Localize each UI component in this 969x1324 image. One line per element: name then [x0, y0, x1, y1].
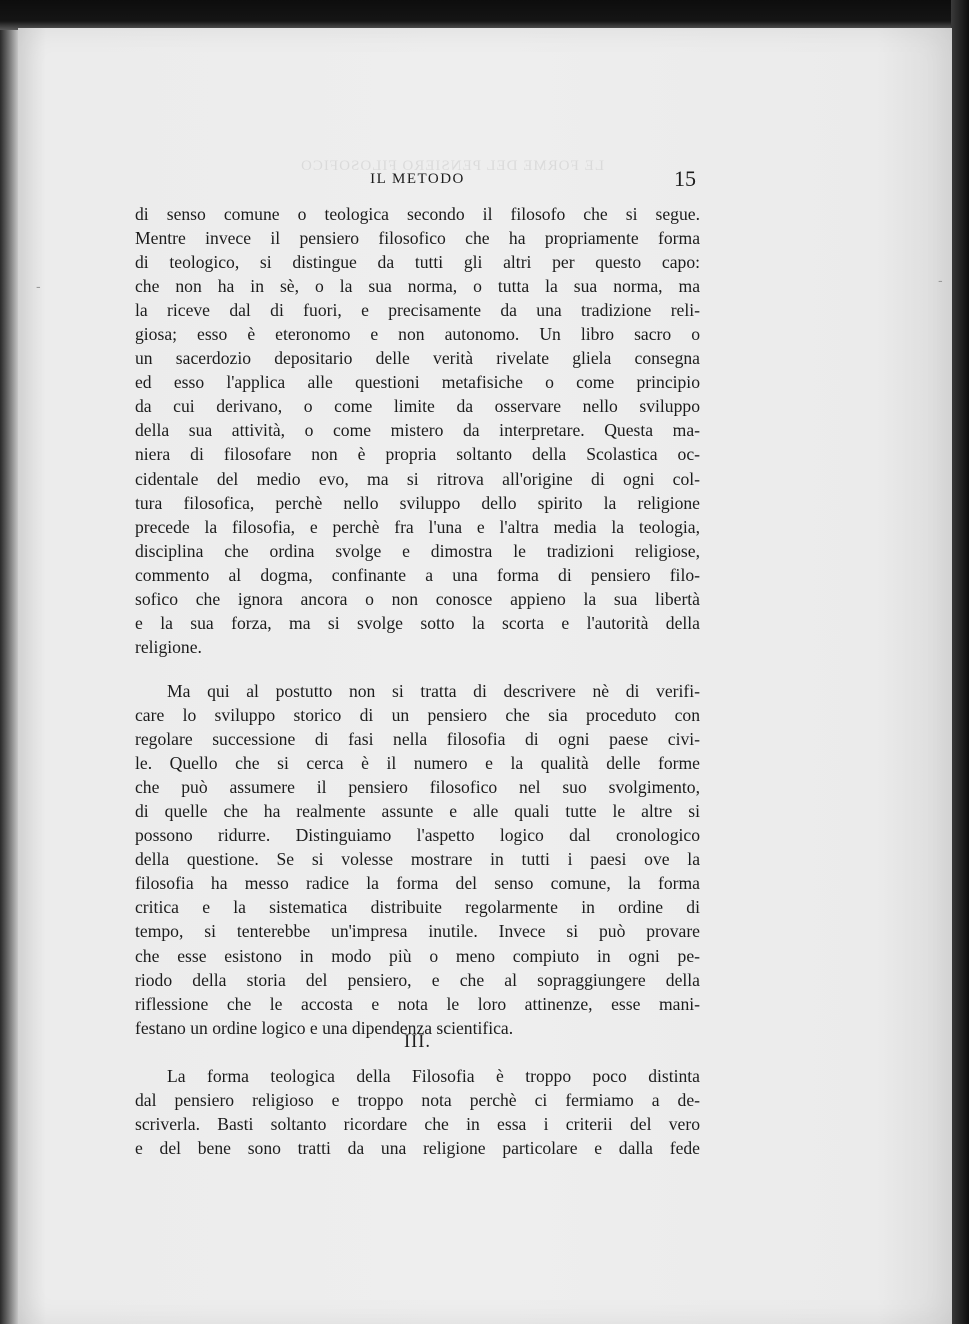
text-line: tempo, si tenterebbe un'impresa inutile. Invece si può provare: [135, 921, 700, 942]
text-line: ed esso l'applica alle questioni metafisiche o come principio: [135, 372, 700, 393]
text-line: e la sua forza, ma si svolge sotto la scorta e l'autorità della: [135, 612, 700, 633]
text-line: Ma qui al postutto non si tratta di descrivere nè di verifi-: [167, 681, 700, 701]
text-line: care lo sviluppo storico di un pensiero che sia proceduto con: [135, 705, 700, 726]
scan-top-border: [0, 0, 969, 30]
bleed-through-text: LE FORME DEL PENSIERO FILOSOFICO: [300, 158, 604, 174]
text-line: possono ridurre. Distinguiamo l'aspetto logico dal cronologico: [135, 825, 700, 846]
text-line: da cui derivano, o come limite da osservare nello sviluppo: [135, 396, 700, 417]
text-line: disciplina che ordina svolge e dimostra le tradizioni religiose,: [135, 540, 700, 561]
text-line: la riceve dal di fuori, e precisamente da una tradizione reli-: [135, 300, 700, 321]
text-line: cidentale del medio evo, ma si ritrova all'origine di ogni col-: [135, 468, 700, 489]
text-line: di quelle che ha realmente assunte e alle quali tutte le altre si: [135, 801, 700, 822]
text-line: dal pensiero religioso e troppo nota perchè ci fermiamo a de-: [135, 1090, 700, 1111]
text-line: che esse esistono in modo più o meno compiuto in ogni pe-: [135, 945, 700, 966]
paragraph: [135, 679, 700, 1040]
text-line: Mentre invece il pensiero filosofico che ha propriamente forma: [135, 228, 700, 249]
text-line: La forma teologica della Filosofia è troppo poco distinta: [167, 1066, 700, 1086]
margin-mark: -: [938, 272, 943, 288]
text-line: riflessione che le accosta e nota le loro attinenze, esse mani-: [135, 993, 700, 1014]
text-line: riodo della storia del pensiero, e che al sopraggiungere della: [135, 969, 700, 990]
running-head: [135, 166, 700, 194]
text-line: critica e la sistematica distribuite regolarmente in ordine di: [135, 897, 700, 918]
running-title: IL METODO: [370, 171, 465, 187]
text-line: tura filosofica, perchè nello sviluppo dello spirito la religione: [135, 492, 700, 513]
text-line: filosofia ha messo radice la forma del senso comune, la forma: [135, 873, 700, 894]
text-line: di senso comune o teologica secondo il filosofo che si segue.: [135, 204, 700, 224]
text-line: e del bene sono tratti da una religione particolare e dalla fede: [135, 1138, 700, 1159]
text-line: niera di filosofare non è propria soltanto della Scolastica oc-: [135, 444, 700, 465]
text-line: un sacerdozio depositario delle verità rivelate gliela consegna: [135, 348, 700, 369]
text-line: di teologico, si distingue da tutti gli altri per questo capo:: [135, 252, 700, 273]
text-line: giosa; esso è eteronomo e non autonomo. Un libro sacro o: [135, 324, 700, 345]
text-line: regolare successione di fasi nella filosofia di ogni paese civi-: [135, 729, 700, 750]
page-number: 15: [674, 166, 696, 191]
text-line: commento al dogma, confinante a una forma di pensiero filo-: [135, 564, 700, 585]
paragraph-continued: [135, 202, 700, 659]
text-line: religione.: [135, 636, 202, 657]
paragraph: [135, 1064, 700, 1160]
text-line: le. Quello che si cerca è il numero e la qualità delle forme: [135, 753, 700, 774]
text-line: sofico che ignora ancora o non conosce appieno la sua libertà: [135, 588, 700, 609]
scan-right-border: [951, 0, 969, 1324]
text-line: della questione. Se si volesse mostrare in tutti i paesi ove la: [135, 849, 700, 870]
text-line: che non ha in sè, o la sua norma, o tutta la sua norma, ma: [135, 276, 700, 297]
text-line: precede la filosofia, e perchè fra l'una e l'altra media la teologia,: [135, 516, 700, 537]
section-heading: III.: [403, 1032, 432, 1052]
text-line: scriverla. Basti soltanto ricordare che in essa i criterii del vero: [135, 1114, 700, 1135]
text-line: festano un ordine logico e una dipendenza scientifica.: [135, 1017, 514, 1038]
text-line: che può assumere il pensiero filosofico nel suo svolgimento,: [135, 777, 700, 798]
margin-mark: -: [36, 278, 41, 294]
text-line: della sua attività, o come mistero da interpretare. Questa ma-: [135, 420, 700, 441]
